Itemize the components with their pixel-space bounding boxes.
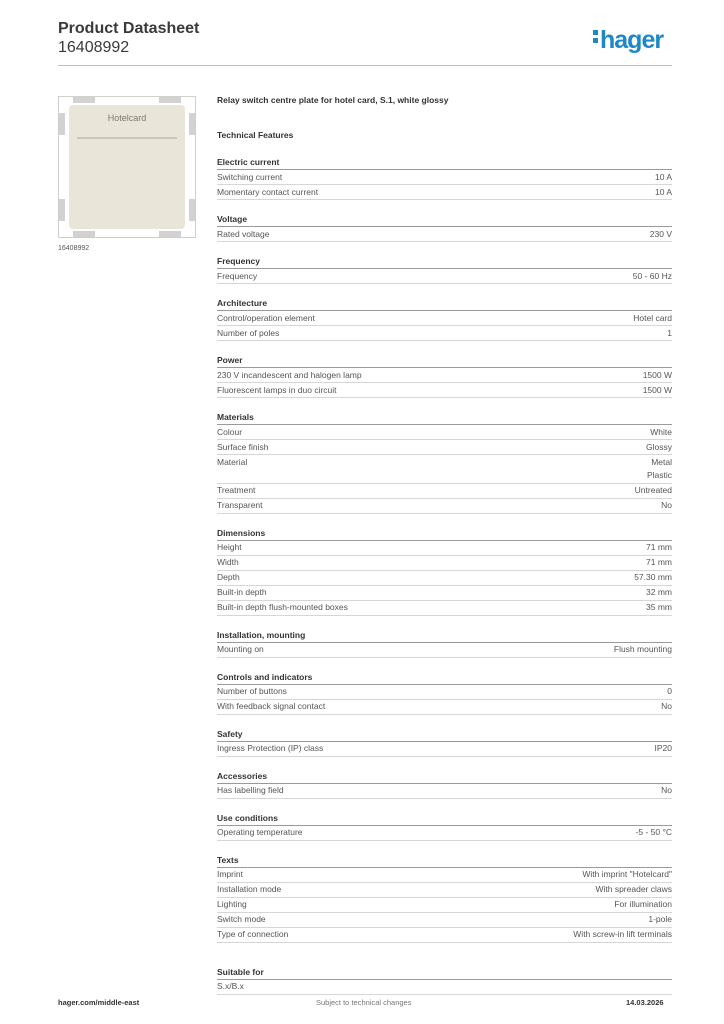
spec-row: [217, 269, 672, 284]
plate-label: Hotelcard: [107, 113, 147, 123]
spec-label: Operating temperature: [217, 827, 303, 837]
spec-value: 35 mm: [646, 602, 672, 612]
spec-label: Frequency: [217, 270, 258, 281]
spec-row: [217, 685, 672, 700]
section-title: Controls and indicators: [217, 671, 672, 685]
spreader-claw-left-top: [59, 113, 65, 135]
spec-row: [217, 700, 672, 715]
spec-section: [217, 728, 672, 757]
section-title: Accessories: [217, 770, 672, 784]
product-number: 16408992: [58, 39, 130, 56]
spec-label: Height: [217, 542, 242, 552]
spec-label: With feedback signal contact: [217, 701, 326, 711]
spec-section: [217, 527, 672, 616]
spec-row: [217, 742, 672, 757]
spec-value: White: [650, 426, 672, 437]
section-title: Texts: [217, 854, 672, 868]
spec-label: Colour: [217, 426, 243, 437]
section-title: Voltage: [217, 213, 672, 227]
spec-label: Transparent: [217, 500, 263, 510]
spec-value: Untreated: [634, 485, 672, 495]
spec-row: [217, 368, 672, 383]
logo-text: hager: [600, 26, 664, 54]
spec-label: Control/operation element: [217, 312, 315, 323]
spec-label: Switching current: [217, 171, 283, 182]
footer-website: hager.com/middle-east: [58, 998, 140, 1007]
section-title: Electric current: [217, 156, 672, 170]
spec-section: [217, 354, 672, 398]
spec-row: [217, 326, 672, 341]
spec-section: [217, 411, 672, 514]
spreader-claw-top-right: [159, 97, 181, 103]
spec-row: [217, 440, 672, 455]
spec-label: 230 V incandescent and halogen lamp: [217, 369, 362, 380]
spec-value: For illumination: [614, 899, 672, 909]
section-title: Dimensions: [217, 527, 672, 541]
product-description: Relay switch centre plate for hotel card, S.1, white glossy: [217, 95, 449, 105]
spec-value: Metal Plastic: [646, 456, 672, 480]
spec-value: 1500 W: [642, 384, 672, 395]
spec-label: Surface finish: [217, 441, 269, 452]
spec-section: [217, 297, 672, 341]
spreader-claw-left-bottom: [59, 199, 65, 221]
spec-section: [217, 629, 672, 658]
spreader-claw-right-top: [189, 113, 195, 135]
spec-row: [217, 455, 672, 484]
spec-value: 71 mm: [646, 557, 672, 567]
spec-label: Treatment: [217, 485, 256, 495]
spec-value: 71 mm: [646, 542, 672, 552]
spec-value: No: [661, 500, 672, 510]
spec-section: [217, 812, 672, 841]
spec-value: 1500 W: [642, 369, 672, 380]
spec-section: [217, 671, 672, 715]
spec-label: Number of poles: [217, 327, 280, 338]
spec-row: [217, 499, 672, 514]
spec-value: 0: [667, 686, 672, 696]
spec-section: [217, 156, 672, 200]
section-title: Safety: [217, 728, 672, 742]
spec-label: Installation mode: [217, 884, 282, 894]
spec-row: [217, 383, 672, 398]
spec-value: With spreader claws: [595, 884, 672, 894]
spec-value: 10 A: [654, 171, 672, 182]
spec-value: No: [661, 701, 672, 711]
spec-row: [217, 601, 672, 616]
spec-value: 50 - 60 Hz: [632, 270, 672, 281]
footer-date: 14.03.2026: [626, 998, 664, 1007]
spec-value: IP20: [654, 743, 672, 753]
spec-row: [217, 556, 672, 571]
spec-value: 230 V: [649, 228, 672, 239]
spec-value: 1-pole: [648, 914, 672, 924]
header-divider: [58, 65, 672, 66]
footer-notice: Subject to technical changes: [316, 998, 412, 1007]
spec-value: Hotel card: [633, 312, 672, 323]
spec-row: [217, 868, 672, 883]
spec-row: [217, 586, 672, 601]
spec-label: Imprint: [217, 869, 243, 879]
spec-label: Number of buttons: [217, 686, 287, 696]
spec-label: Switch mode: [217, 914, 266, 924]
centre-plate: [69, 105, 185, 229]
spec-row: [217, 643, 672, 658]
product-image: [58, 96, 196, 238]
spreader-claw-bottom-right: [159, 231, 181, 237]
spreader-claw-top-left: [73, 97, 95, 103]
spec-label: Lighting: [217, 899, 247, 909]
header-title: Product Datasheet: [58, 20, 200, 37]
section-title: Use conditions: [217, 812, 672, 826]
spec-value: 57.30 mm: [634, 572, 672, 582]
spec-value: 1: [667, 327, 672, 338]
spec-row: [217, 784, 672, 799]
spreader-claw-right-bottom: [189, 199, 195, 221]
spec-label: Fluorescent lamps in duo circuit: [217, 384, 337, 395]
spec-label: Mounting on: [217, 644, 264, 654]
logo-dots-icon: [593, 27, 598, 46]
image-caption: 16408992: [58, 245, 90, 252]
spec-value: -5 - 50 °C: [635, 827, 672, 837]
spec-row: [217, 311, 672, 326]
section-title: Installation, mounting: [217, 629, 672, 643]
spec-label: Built-in depth flush-mounted boxes: [217, 602, 348, 612]
spec-value: Glossy: [646, 441, 672, 452]
spec-row: [217, 928, 672, 943]
spec-value: Flush mounting: [613, 644, 672, 654]
suitable-for-section: [217, 966, 672, 995]
spec-row: [217, 484, 672, 499]
section-title: Power: [217, 354, 672, 368]
section-title: Frequency: [217, 255, 672, 269]
spec-row: [217, 170, 672, 185]
spec-section: [217, 854, 672, 943]
spec-label: Type of connection: [217, 929, 289, 939]
spec-label: Material: [217, 456, 248, 467]
spec-row: [217, 898, 672, 913]
section-title: Materials: [217, 411, 672, 425]
technical-features-title: Technical Features: [217, 130, 294, 140]
section-title: Suitable for: [217, 966, 672, 980]
spec-row: [217, 826, 672, 841]
spec-value: With imprint "Hotelcard": [582, 869, 672, 879]
spec-label: Ingress Protection (IP) class: [217, 743, 324, 753]
card-slot: [77, 129, 177, 139]
spec-label: Momentary contact current: [217, 186, 319, 197]
spec-value: No: [661, 785, 672, 795]
spec-label: Built-in depth: [217, 587, 267, 597]
spec-row: [217, 425, 672, 440]
spec-sections: [217, 156, 672, 943]
spec-label: Depth: [217, 572, 240, 582]
spec-section: [217, 213, 672, 242]
section-title: Architecture: [217, 297, 672, 311]
spec-label: Has labelling field: [217, 785, 284, 795]
spec-value: With screw-in lift terminals: [573, 929, 672, 939]
hager-logo: [593, 26, 663, 55]
spec-value: 32 mm: [646, 587, 672, 597]
spec-row: [217, 185, 672, 200]
spec-section: [217, 255, 672, 284]
spec-label: S.x/B.x: [217, 981, 244, 991]
spec-label: Width: [217, 557, 239, 567]
spec-row: [217, 227, 672, 242]
spec-row: [217, 541, 672, 556]
spec-row: [217, 913, 672, 928]
spreader-claw-bottom-left: [73, 231, 95, 237]
spec-row: [217, 571, 672, 586]
spec-row: [217, 883, 672, 898]
spec-row: [217, 980, 672, 995]
spec-section: [217, 770, 672, 799]
specification-content: [217, 94, 672, 995]
spec-value: 10 A: [654, 186, 672, 197]
spec-label: Rated voltage: [217, 228, 270, 239]
